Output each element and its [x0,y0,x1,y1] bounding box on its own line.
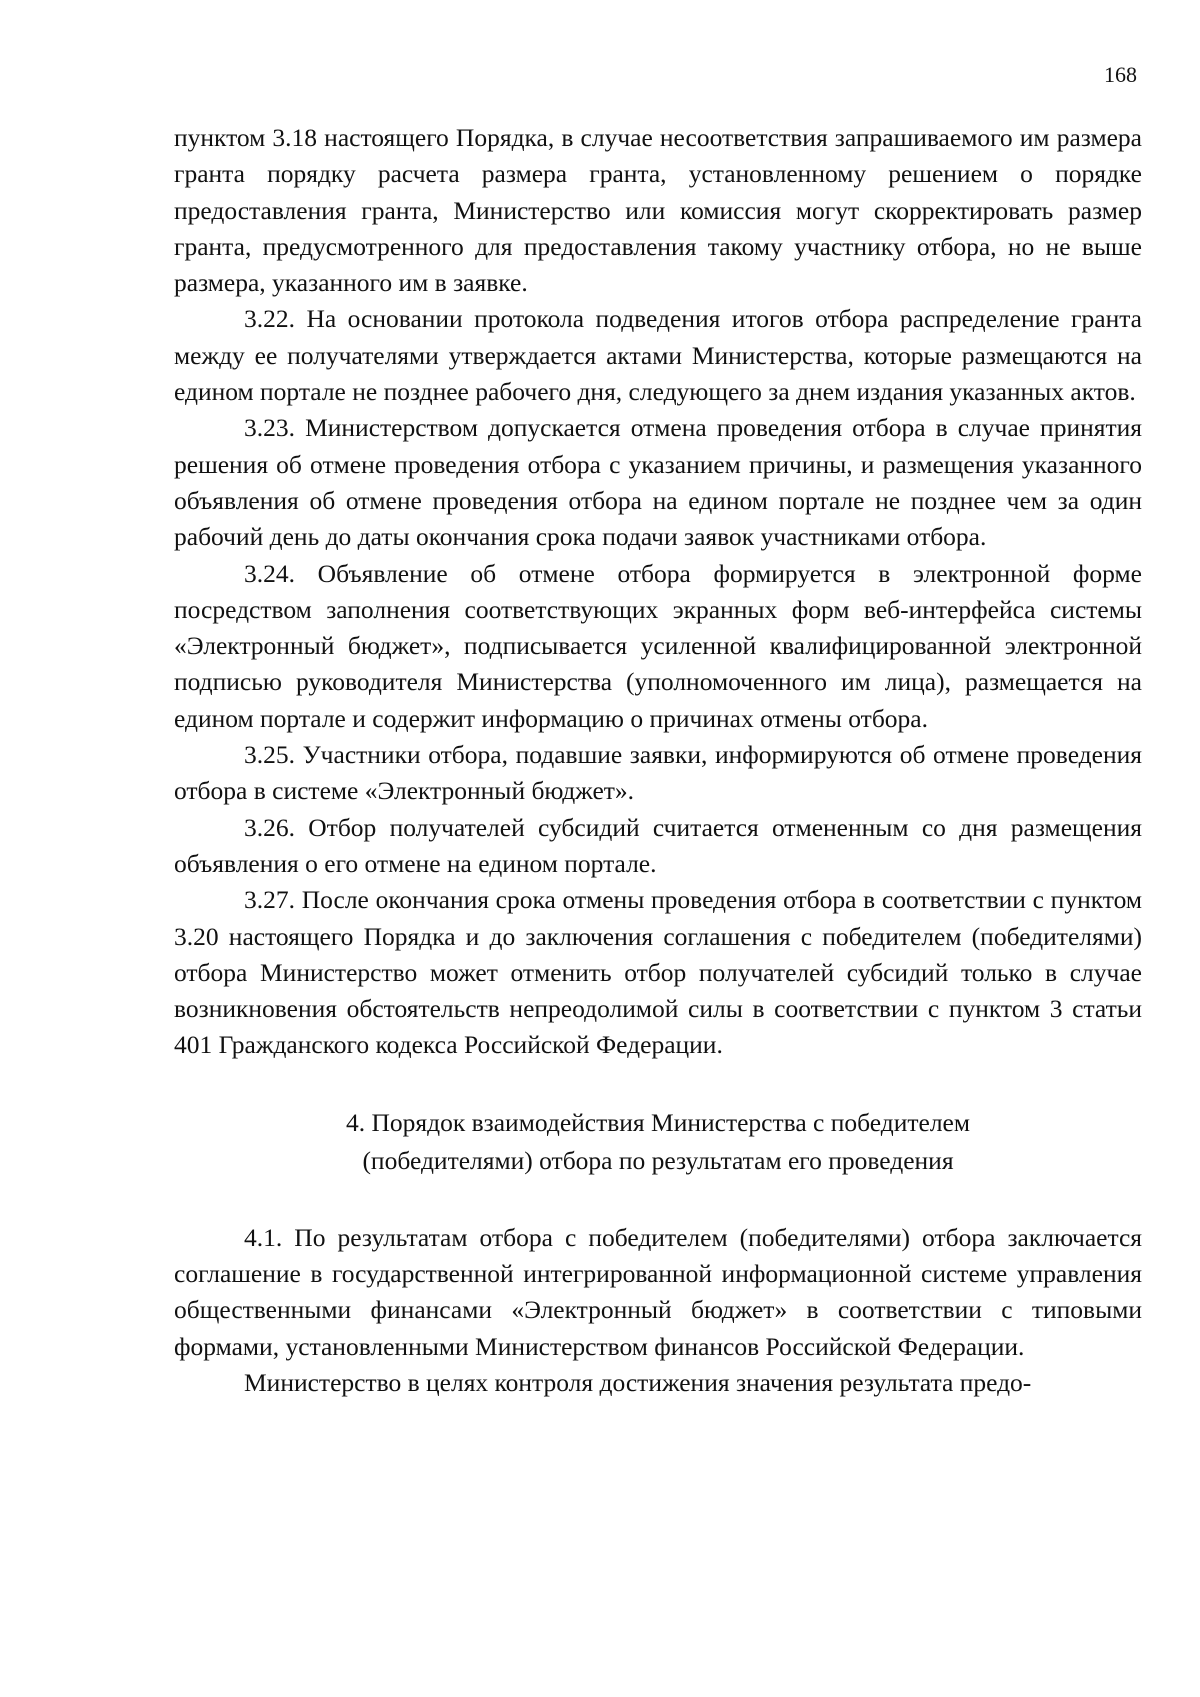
paragraph-continuation: пунктом 3.18 настоящего Порядка, в случае несоответствия запрашиваемого им размера гранта порядку расчета размера гранта, установленному решением о порядке предоставления гранта, Министерство или комиссия могут скорректировать размер гранта, предусмотренного для предоставления такому участнику отбора, но не выше размера, указанного им в заявке. [174,123,1142,298]
paragraph-3-22: 3.22. На основании протокола подведения итогов отбора распределение гранта между ее получателями утверждается актами Министерства, которые размещаются на едином портале не позднее рабочего дня, следующего за днем издания указанных актов. [174,304,1142,407]
paragraph-3-25: 3.25. Участники отбора, подавшие заявки, информируются об отмене проведения отбора в системе «Электронный бюджет». [174,740,1142,806]
paragraph-ministry-control: Министерство в целях контроля достижения значения результата предо- [244,1367,1032,1397]
paragraph-3-23: 3.23. Министерством допускается отмена проведения отбора в случае принятия решения об отмене проведения отбора с указанием причины, и размещения указанного объявления об отмене проведения отбора на едином портале не позднее чем за один рабочий день до даты окончания срока подачи заявок участниками отбора. [174,413,1142,552]
paragraph-4-1: 4.1. По результатам отбора с победителем (победителями) отбора заключается соглашение в государственной интегрированной информационной системе управления общественными финансами «Электронный бюджет» в соответствии с типовыми формами, установленными Министерством финансов Российской Федерации. [174,1222,1142,1361]
paragraph-3-26: 3.26. Отбор получателей субсидий считается отмененным со дня размещения объявления о его отмене на едином портале. [174,812,1142,878]
section-heading-line-2: (победителями) отбора по результатам его проведения [362,1145,954,1175]
paragraph-3-24: 3.24. Объявление об отмене отбора формируется в электронной форме посредством заполнения соответствующих экранных форм веб-интерфейса системы «Электронный бюджет», подписывается усиленной квалифицированной электронной подписью руководителя Министерства (уполномоченного им лица), размещается на едином портале и содержит информацию о причинах отмены отбора. [174,558,1142,733]
page-number: 168 [1104,62,1137,87]
section-heading [174,1104,1142,1180]
paragraph-3-27: 3.27. После окончания срока отмены проведения отбора в соответствии с пунктом 3.20 настоящего Порядка и до заключения соглашения с победителем (победителями) отбора Министерство может отменить отбор получателей субсидий только в случае возникновения обстоятельств непреодолимой силы в соответствии с пунктом 3 статьи 401 Гражданского кодекса Российской Федерации. [174,885,1142,1060]
section-heading-line-1: 4. Порядок взаимодействия Министерства с победителем [345,1107,971,1137]
document-body [174,120,1142,1401]
